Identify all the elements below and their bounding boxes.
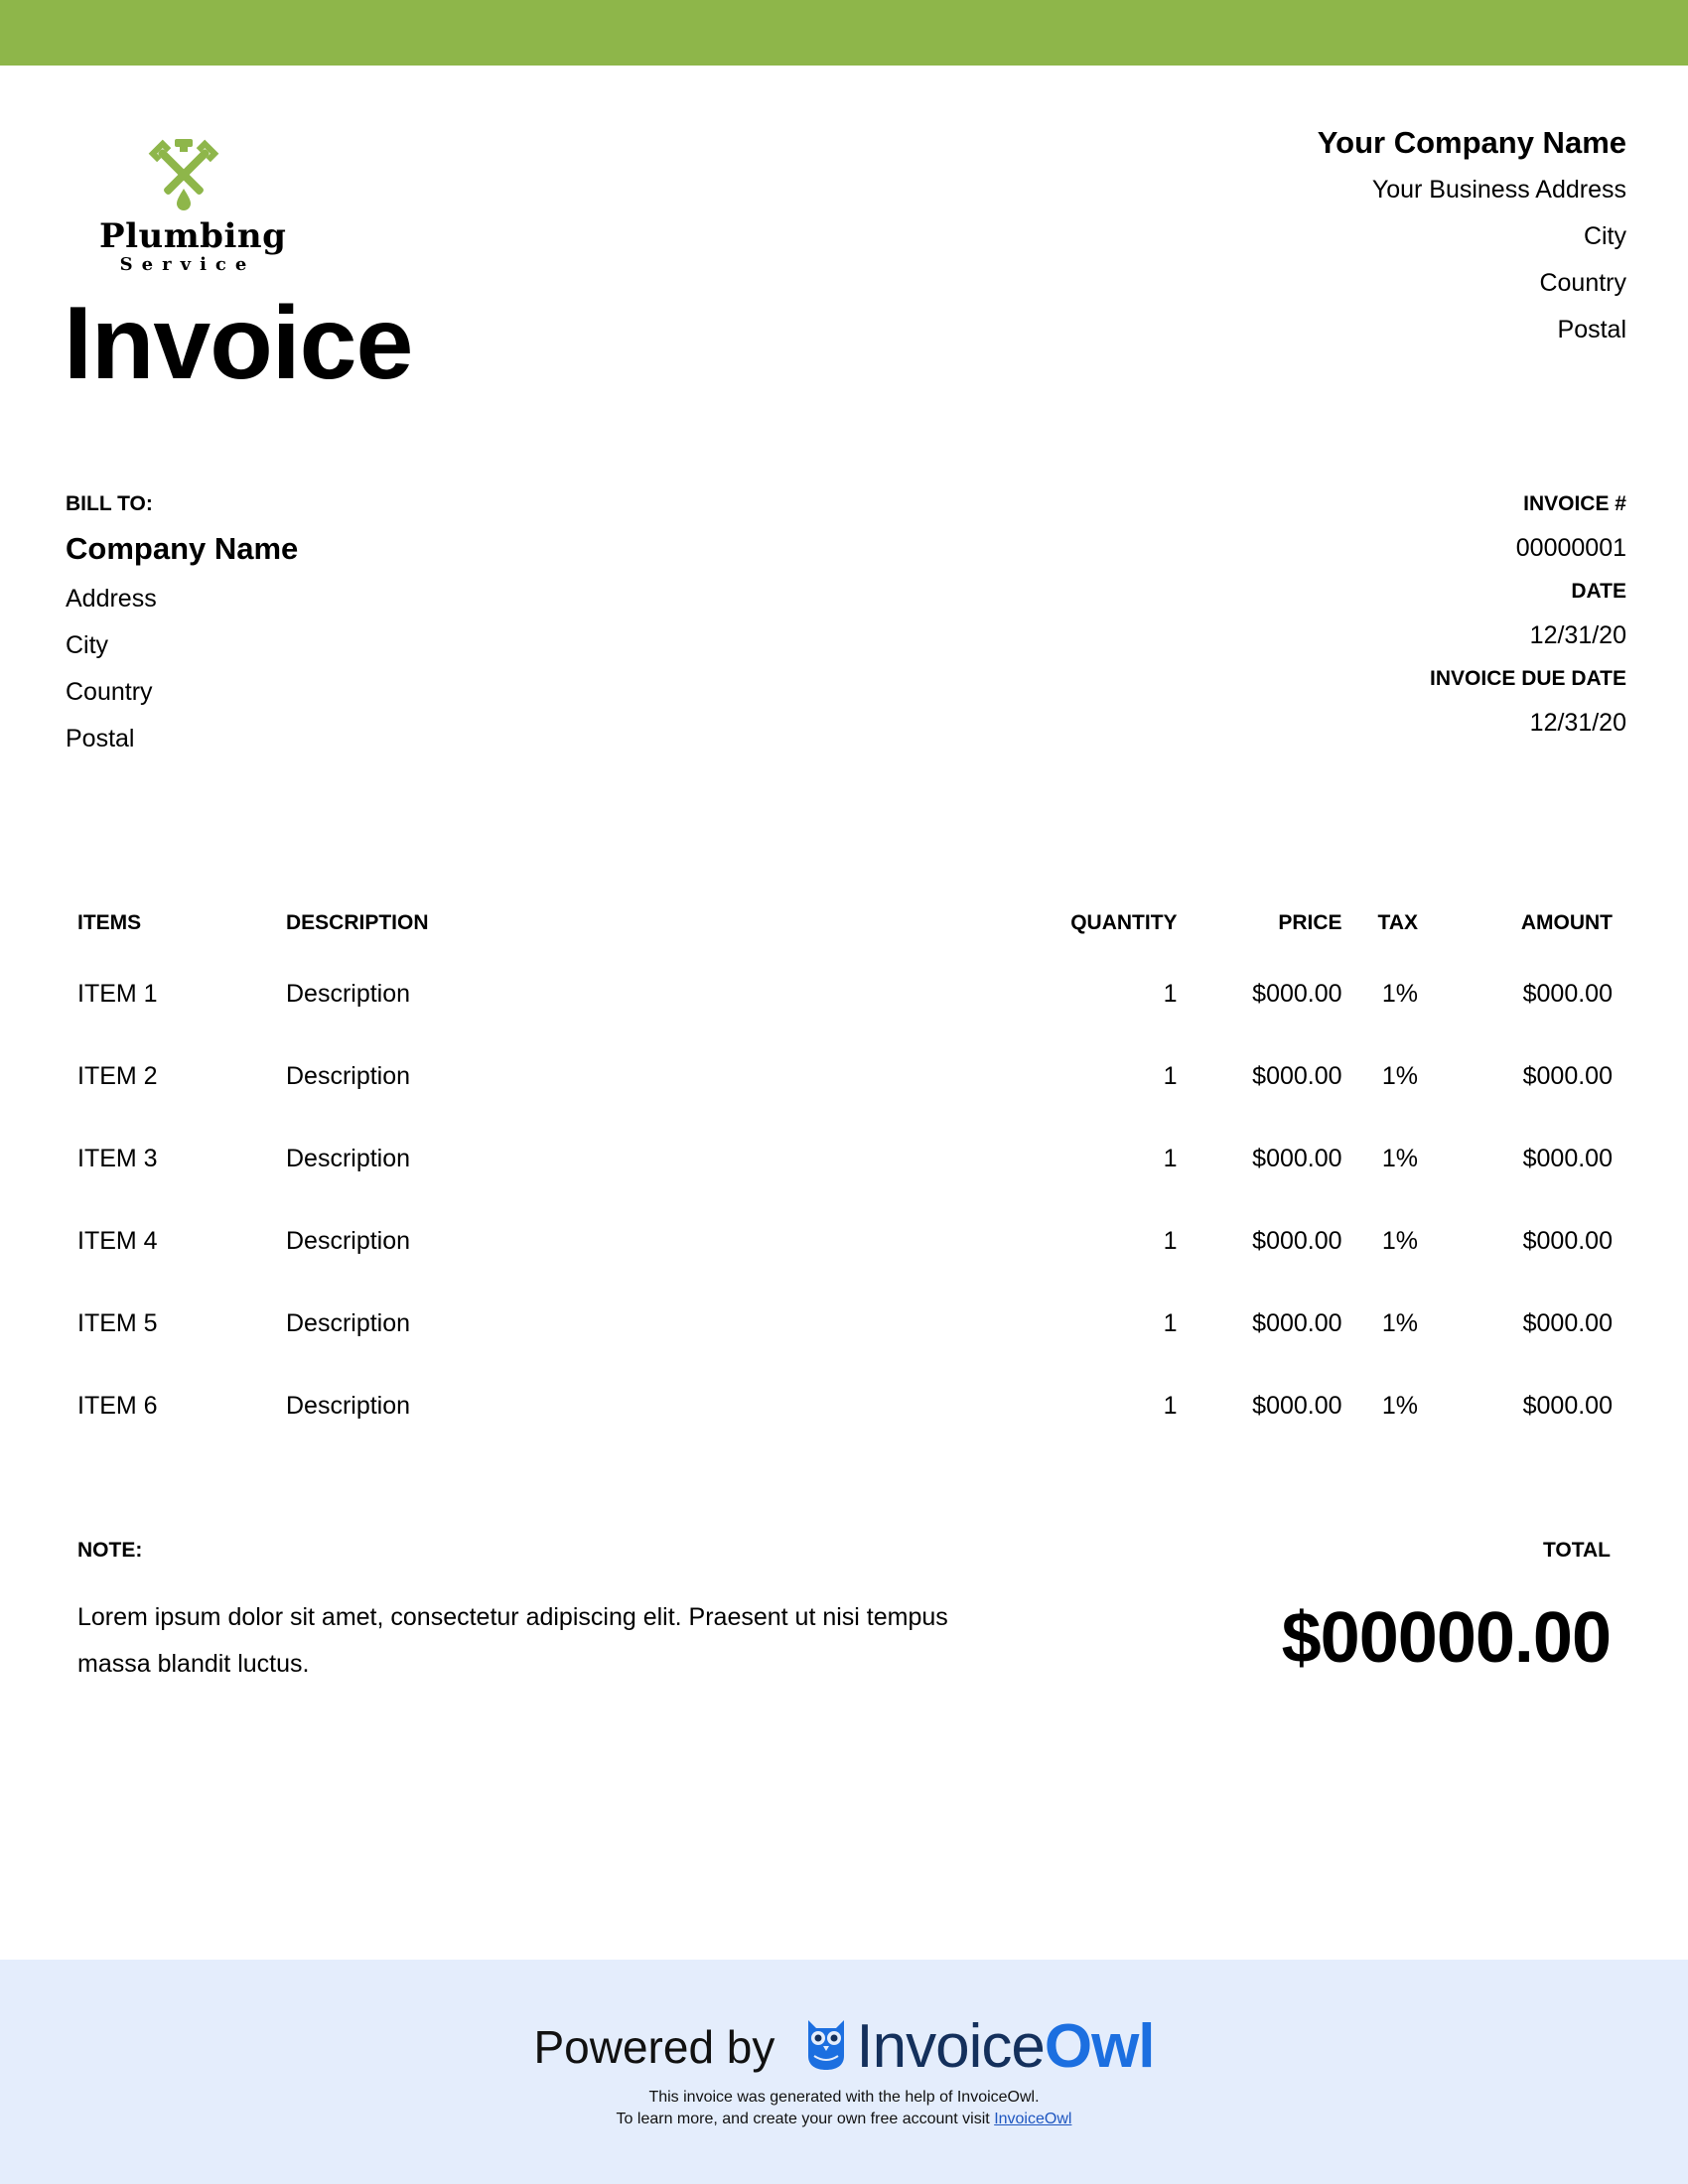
footer-line-1: This invoice was generated with the help of InvoiceOwl. (648, 2089, 1040, 2106)
note-label: NOTE: (77, 1539, 143, 1562)
table-header-row (60, 893, 1630, 953)
item-tax: 1% (1381, 1392, 1418, 1420)
header-items: ITEMS (77, 911, 142, 934)
item-description: Description (286, 1062, 411, 1090)
table-row (60, 1200, 1630, 1283)
item-tax: 1% (1381, 980, 1418, 1008)
due-date-label: INVOICE DUE DATE (1430, 667, 1626, 690)
sender-address: Your Business Address (1371, 176, 1626, 204)
client-city: City (66, 631, 109, 659)
item-quantity: 1 (1163, 1145, 1178, 1172)
item-amount: $000.00 (1522, 980, 1613, 1008)
total-amount: $00000.00 (1281, 1598, 1611, 1678)
note-block (77, 1533, 1001, 1688)
brand-name-owl: Owl (1044, 2012, 1155, 2081)
invoice-number: 00000001 (1515, 534, 1626, 562)
header-price: PRICE (1278, 911, 1342, 934)
item-quantity: 1 (1163, 1392, 1178, 1420)
item-name: ITEM 2 (77, 1062, 158, 1090)
item-tax: 1% (1381, 1309, 1418, 1337)
sender-city: City (1583, 222, 1626, 250)
item-price: $000.00 (1252, 1145, 1342, 1172)
client-company-name: Company Name (66, 531, 299, 566)
header-amount: AMOUNT (1520, 911, 1613, 934)
item-name: ITEM 6 (77, 1392, 158, 1420)
footer-note (0, 2087, 1688, 2130)
invoice-number-label: INVOICE # (1523, 492, 1626, 515)
item-amount: $000.00 (1522, 1309, 1613, 1337)
sender-postal: Postal (1557, 316, 1626, 343)
item-quantity: 1 (1163, 1309, 1178, 1337)
invoiceowl-link[interactable]: InvoiceOwl (994, 2111, 1072, 2127)
powered-by-text: Powered by (533, 2020, 775, 2073)
page-title: Invoice (64, 286, 413, 401)
item-tax: 1% (1381, 1145, 1418, 1172)
item-name: ITEM 3 (77, 1145, 158, 1172)
client-country: Country (66, 678, 153, 706)
item-amount: $000.00 (1522, 1145, 1613, 1172)
due-date: 12/31/20 (1529, 709, 1626, 737)
table-row (60, 1365, 1630, 1447)
table-row (60, 953, 1630, 1035)
crossed-wrenches-icon (141, 137, 226, 216)
item-amount: $000.00 (1522, 1392, 1613, 1420)
top-accent-bar (0, 0, 1688, 66)
item-name: ITEM 4 (77, 1227, 158, 1255)
brand-name-invoice: Invoice (856, 2012, 1045, 2081)
item-price: $000.00 (1252, 1062, 1342, 1090)
item-price: $000.00 (1252, 980, 1342, 1008)
item-description: Description (286, 1227, 411, 1255)
bill-to-block (66, 486, 298, 762)
sender-company-name: Your Company Name (1317, 125, 1626, 160)
owl-icon (804, 2016, 848, 2077)
logo-text-plumbing: Plumbing (99, 216, 287, 256)
item-price: $000.00 (1252, 1392, 1342, 1420)
header-quantity: QUANTITY (1070, 911, 1178, 934)
table-row (60, 1118, 1630, 1200)
item-name: ITEM 1 (77, 980, 158, 1008)
total-label: TOTAL (1542, 1539, 1611, 1562)
client-postal: Postal (66, 725, 135, 752)
bill-to-label: BILL TO: (66, 492, 153, 515)
invoice-meta-block (1430, 486, 1626, 749)
footer-line-2 (0, 2109, 1688, 2130)
item-quantity: 1 (1163, 980, 1178, 1008)
line-items-table (60, 893, 1630, 1447)
sender-country: Country (1539, 269, 1626, 297)
total-block (1282, 1533, 1611, 1688)
invoice-date: 12/31/20 (1529, 621, 1626, 649)
footer-line-2-text: To learn more, and create your own free account visit (616, 2111, 990, 2127)
sender-company-block (1318, 119, 1626, 353)
item-price: $000.00 (1252, 1227, 1342, 1255)
item-amount: $000.00 (1522, 1227, 1613, 1255)
item-quantity: 1 (1163, 1062, 1178, 1090)
item-price: $000.00 (1252, 1309, 1342, 1337)
note-text: Lorem ipsum dolor sit amet, consectetur adipiscing elit. Praesent ut nisi tempus massa blandit luctus. (77, 1603, 948, 1678)
item-description: Description (286, 1145, 411, 1172)
invoice-date-label: DATE (1571, 580, 1626, 603)
item-description: Description (286, 1309, 411, 1337)
item-quantity: 1 (1163, 1227, 1178, 1255)
company-logo (99, 137, 287, 286)
item-amount: $000.00 (1522, 1062, 1613, 1090)
item-tax: 1% (1381, 1062, 1418, 1090)
item-description: Description (286, 980, 411, 1008)
item-tax: 1% (1381, 1227, 1418, 1255)
item-description: Description (286, 1392, 411, 1420)
header-description: DESCRIPTION (286, 911, 429, 934)
logo-text-service: Service (119, 254, 256, 275)
client-address: Address (66, 585, 157, 613)
powered-by-banner (0, 2011, 1688, 2091)
footer (0, 1960, 1688, 2184)
table-row (60, 1035, 1630, 1118)
item-name: ITEM 5 (77, 1309, 158, 1337)
table-row (60, 1283, 1630, 1365)
header-tax: TAX (1377, 911, 1418, 934)
